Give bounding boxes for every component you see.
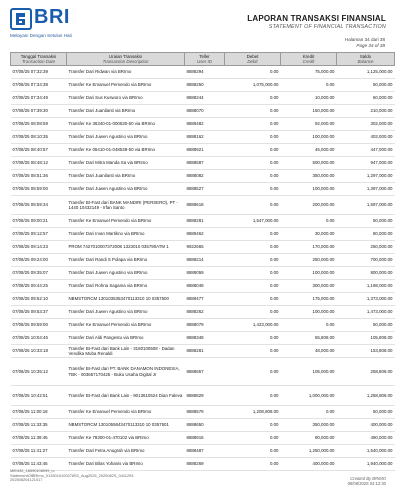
tx-date: 07/08/25 09:00:21 [11,215,67,228]
tx-debit: 0.00 [225,332,281,345]
tx-credit: 100,000.00 [281,267,337,280]
col-header-balance: Saldo Balance [337,53,395,66]
table-row [11,183,395,196]
tx-teller: 8888269 [185,458,225,471]
tx-teller: 8888048 [185,280,225,293]
tx-date: 07/08/25 07:39:30 [11,105,67,118]
tx-date: 07/08/25 11:41:27 [11,445,67,458]
tx-description: Transfer Ke Emanuel Pemendo via BRImo [67,79,185,92]
tx-balance: 400,000.00 [337,419,395,432]
tx-balance: 210,000.00 [337,105,395,118]
tx-credit: 100,000.00 [281,183,337,196]
col-header-debit: Debet Debit [225,53,281,66]
table-row [11,105,395,118]
tx-teller: 8888214 [185,254,225,267]
table-header-row [11,53,395,66]
tx-description: Transfer BI-Fast dari BANK MANDIRI (PERSERO), PT - 1440 10432149 - Irfan Santo [67,196,185,215]
tx-date: 07/08/25 10:42:51 [11,386,67,406]
tx-balance: 258,808.00 [337,358,395,386]
tx-description: Transfer Dari Aldi Pangestu via BRImo [67,332,185,345]
tx-debit: 0.00 [225,267,281,280]
tx-debit: 0.00 [225,358,281,386]
tx-date: 07/08/25 08:51:36 [11,170,67,183]
tx-description: Transfer BI-Fast dari Bank Lain - 9013610524 Dian Faleva [67,386,185,406]
tx-debit: 0.00 [225,228,281,241]
tx-date: 07/08/25 10:35:12 [11,358,67,386]
col-header-teller: Teller User ID [185,53,225,66]
tx-debit: 0.00 [225,118,281,131]
created-at: 08/08/2025 04:12:30 [347,481,386,486]
tx-teller: 8889462 [185,228,225,241]
tx-description: Transfer Dari Juwen Agustino via BRImo [67,131,185,144]
tx-credit: 92,000.00 [281,118,337,131]
tx-balance: 1,373,000.00 [337,293,395,306]
tx-credit: 200,000.00 [281,196,337,215]
created-by: Created By BRIMO [350,476,386,481]
tx-date: 07/08/25 10:33:18 [11,345,67,358]
tx-teller: 8888657 [185,358,225,386]
tx-teller: 8888162 [185,131,225,144]
tx-balance: 1,397,000.00 [337,183,395,196]
tx-credit: 0.00 [281,319,337,332]
tx-teller: 8888281 [185,345,225,358]
tx-teller: 8888250 [185,79,225,92]
tx-date: 07/08/25 08:10:35 [11,131,67,144]
tx-debit: 0.00 [225,241,281,254]
tx-date: 07/08/25 09:24:00 [11,254,67,267]
tx-date: 07/08/25 07:32:39 [11,66,67,79]
tx-credit: 105,000.00 [281,358,337,386]
tx-debit: 1,423,000.00 [225,319,281,332]
tx-date: 07/08/25 07:34:38 [11,79,67,92]
tx-teller: 8888070 [185,105,225,118]
tx-teller: 8888587 [185,157,225,170]
col-header-date: Tanggal Transaksi Transaction Date [11,53,67,66]
tx-description: Transfer Ke Emanuel Pemendo via BRImo [67,406,185,419]
tx-description: Transfer Dari Randi S Polapa via BRImo [67,254,185,267]
tx-balance: 1,940,000.00 [337,458,395,471]
tx-credit: 30,000.00 [281,228,337,241]
tx-balance: 1,540,000.00 [337,445,395,458]
table-row [11,406,395,419]
tx-balance: 302,000.00 [337,118,395,131]
tx-debit: 0.00 [225,445,281,458]
table-row [11,131,395,144]
tx-debit: 1,547,000.00 [225,215,281,228]
tx-teller: 8888281 [185,215,225,228]
table-row [11,432,395,445]
table-row [11,215,395,228]
tx-debit: 1,075,000.00 [225,79,281,92]
tx-debit: 0.00 [225,144,281,157]
tx-description: Transfer Dari Juanilanti via BRImo [67,105,185,118]
tx-debit: 0.00 [225,105,281,118]
tx-credit: 400,000.00 [281,458,337,471]
tx-description: Transfer Dari Bilas Yohanis via BRImo [67,458,185,471]
tx-date: 07/08/25 09:14:23 [11,241,67,254]
tx-balance: 60,000.00 [337,92,395,105]
tx-date: 07/08/25 09:52:10 [11,293,67,306]
table-row [11,241,395,254]
tx-credit: 1,000,000.00 [281,386,337,406]
tx-balance: 402,000.00 [337,131,395,144]
tx-balance: 153,808.00 [337,345,395,358]
tx-debit: 0.00 [225,280,281,293]
tx-credit: 350,000.00 [281,170,337,183]
table-row [11,118,395,131]
table-row [11,170,395,183]
tx-description: Transfer Dari Ridwan via BRImo [67,66,185,79]
tx-credit: 45,000.00 [281,144,337,157]
tx-balance: 1,597,000.00 [337,196,395,215]
tx-teller: 8888650 [185,419,225,432]
tx-date: 07/08/25 10:04:45 [11,332,67,345]
tx-description: Transfer Dari Sus Kusworo via BRImo [67,92,185,105]
tx-balance: 250,000.00 [337,241,395,254]
tx-credit: 170,000.00 [281,241,337,254]
table-row [11,306,395,319]
tx-debit: 0.00 [225,386,281,406]
tx-credit: 90,000.00 [281,432,337,445]
tx-debit: 0.00 [225,254,281,267]
table-row [11,445,395,458]
tx-date: 07/08/25 09:44:25 [11,280,67,293]
tx-date: 07/08/25 09:59:00 [11,319,67,332]
tx-balance: 1,125,000.00 [337,66,395,79]
report-title: LAPORAN TRANSAKSI FINANSIAL [247,14,386,23]
tx-date: 07/08/25 08:59:00 [11,183,67,196]
bank-name: BRI [34,6,70,28]
tx-teller: 8888244 [185,92,225,105]
table-row [11,358,395,386]
tx-debit: 0.00 [225,66,281,79]
tx-debit: 0.00 [225,92,281,105]
tx-credit: 100,000.00 [281,131,337,144]
tx-teller: 8888915 [185,432,225,445]
tx-description: Transfer Dari Juwen Agustino via BRImo [67,306,185,319]
tx-description: NBMSTORCM 1301035353470113310 10 0357500 [67,293,185,306]
tx-credit: 75,000.00 [281,66,337,79]
tx-teller: 8888487 [185,445,225,458]
tx-description: NBMSTORCM 1301055843470113310 10 0357501 [67,419,185,432]
page-indicator-en: Page 34 of 38 [356,42,385,48]
bank-tagline: Melayani Dengan Setulus Hati [10,33,72,38]
table-row [11,319,395,332]
tx-teller: 8888262 [185,306,225,319]
bri-logo-icon [10,8,32,30]
tx-teller: 8889618 [185,196,225,215]
tx-teller: 8888921 [185,144,225,157]
tx-debit: 0.00 [225,157,281,170]
table-row [11,419,395,432]
tx-date: 07/08/25 07:34:49 [11,92,67,105]
tx-credit: 500,000.00 [281,157,337,170]
page-indicator-id: Halaman 34 dari 38 [344,37,385,42]
tx-balance: 1,198,000.00 [337,280,395,293]
tx-balance: 947,000.00 [337,157,395,170]
tx-description: Transfer Dari Juanilanti via BRImo [67,170,185,183]
tx-credit: 250,000.00 [281,254,337,267]
tx-date: 07/08/25 08:40:57 [11,144,67,157]
table-row [11,293,395,306]
tx-description: Transfer Dari Rohna Sagama via BRImo [67,280,185,293]
table-row [11,157,395,170]
table-row [11,254,395,267]
tx-description: Transfer Ke 36340-01-000530-50 via BRImo [67,118,185,131]
tx-debit: 0.00 [225,196,281,215]
tx-description: Transfer Ke 78300-01-470102 via BRImo [67,432,185,445]
table-row [11,92,395,105]
report-subtitle: STATEMENT OF FINANCIAL TRANSACTION [268,24,386,30]
tx-teller: 9922665 [185,241,225,254]
tx-teller: 8889482 [185,118,225,131]
tx-balance: 1,258,808.00 [337,386,395,406]
tx-description: Transfer Dari Irvan Martikno via BRImo [67,228,185,241]
tx-debit: 0.00 [225,419,281,432]
tx-balance: 50,000.00 [337,215,395,228]
tx-teller: 8888079 [185,319,225,332]
tx-date: 07/08/25 11:43:45 [11,458,67,471]
tx-teller: 8888579 [185,406,225,419]
tx-teller: 8888527 [185,183,225,196]
tx-description: Transfer Dari Juwen Agustino via BRImo [67,183,185,196]
tx-balance: 50,000.00 [337,319,395,332]
tx-debit: 0.00 [225,131,281,144]
tx-teller: 8889059 [185,267,225,280]
document-reference: MIE432_16590108099_n-StatementOfBRImo_0133010100378S0_Aug2025_2025082S_0411293 202508204121017 [10,468,134,483]
tx-credit: 48,000.00 [281,345,337,358]
tx-date: 07/08/25 09:35:07 [11,267,67,280]
tx-date: 07/08/25 08:08:59 [11,118,67,131]
tx-balance: 447,000.00 [337,144,395,157]
tx-debit: 1,208,808.00 [225,406,281,419]
tx-credit: 1,250,000.00 [281,445,337,458]
table-row [11,386,395,406]
tx-debit: 0.00 [225,432,281,445]
tx-credit: 350,000.00 [281,419,337,432]
table-row [11,345,395,358]
tx-debit: 0.00 [225,293,281,306]
table-row [11,280,395,293]
table-row [11,196,395,215]
tx-credit: 10,000.00 [281,92,337,105]
tx-description: Transfer BI-Fast dari PT. BANK DANAMON INDONESIA, TBK - 003657170425 - Buku Usaha Digital Jr [67,358,185,386]
tx-balance: 1,473,000.00 [337,306,395,319]
tx-teller: 8888294 [185,66,225,79]
tx-date: 07/08/25 09:53:37 [11,306,67,319]
tx-credit: 300,000.00 [281,280,337,293]
col-header-description: Uraian Transaksi Transaction Description [67,53,185,66]
tx-teller: 8888829 [185,386,225,406]
tx-date: 07/08/25 11:39:45 [11,432,67,445]
tx-teller: 8888082 [185,170,225,183]
tx-balance: 800,000.00 [337,267,395,280]
tx-teller: 8889477 [185,293,225,306]
tx-balance: 105,808.00 [337,332,395,345]
bri-logo [10,8,100,46]
tx-balance: 490,000.00 [337,432,395,445]
tx-balance: 50,000.00 [337,406,395,419]
tx-debit: 0.00 [225,306,281,319]
tx-description: Transfer Dari Mitra Manda Sa via BRImo [67,157,185,170]
table-row [11,79,395,92]
tx-credit: 0.00 [281,79,337,92]
page-indicator [345,37,385,48]
col-header-credit: Kredit Credit [281,53,337,66]
tx-credit: 55,808.00 [281,332,337,345]
table-row [11,332,395,345]
tx-credit: 150,000.00 [281,105,337,118]
tx-balance: 1,297,000.00 [337,170,395,183]
tx-description: Transfer Ke 06410-01-048538-50 via BRImo [67,144,185,157]
tx-debit: 0.00 [225,458,281,471]
tx-debit: 0.00 [225,183,281,196]
table-row [11,144,395,157]
statement-header [247,14,386,30]
tx-balance: 700,000.00 [337,254,395,267]
tx-credit: 100,000.00 [281,306,337,319]
tx-date: 07/08/25 11:00:18 [11,406,67,419]
table-row [11,66,395,79]
tx-description: Transfer Ke Emanuel Pemendo via BRImo [67,319,185,332]
tx-credit: 0.00 [281,215,337,228]
transactions-table [10,52,395,471]
tx-credit: 0.00 [281,406,337,419]
tx-description: Transfer Ke Emanuel Pemendo via BRImo [67,215,185,228]
tx-description: Transfer Dari Juwen Agustino via BRImo [67,267,185,280]
tx-balance: 50,000.00 [337,79,395,92]
tx-description: Transfer BI-Fast dari Bank Lain - 3180100508 - Dadan Vendika Muba Renaldi [67,345,185,358]
table-row [11,267,395,280]
tx-description: PROM 7427010007372008 1323010 035790ATM 1 [67,241,185,254]
tx-debit: 0.00 [225,345,281,358]
tx-date: 07/08/25 09:12:57 [11,228,67,241]
tx-teller: 8888348 [185,332,225,345]
tx-date: 07/08/25 11:33:35 [11,419,67,432]
tx-description: Transfer Dari Fetra Anugrah via BRImo [67,445,185,458]
tx-debit: 0.00 [225,170,281,183]
tx-date: 07/08/25 08:59:34 [11,196,67,215]
tx-date: 07/08/25 08:48:12 [11,157,67,170]
footer-created [348,476,386,486]
tx-credit: 175,000.00 [281,293,337,306]
tx-balance: 80,000.00 [337,228,395,241]
table-row [11,228,395,241]
transactions-body [11,66,395,471]
